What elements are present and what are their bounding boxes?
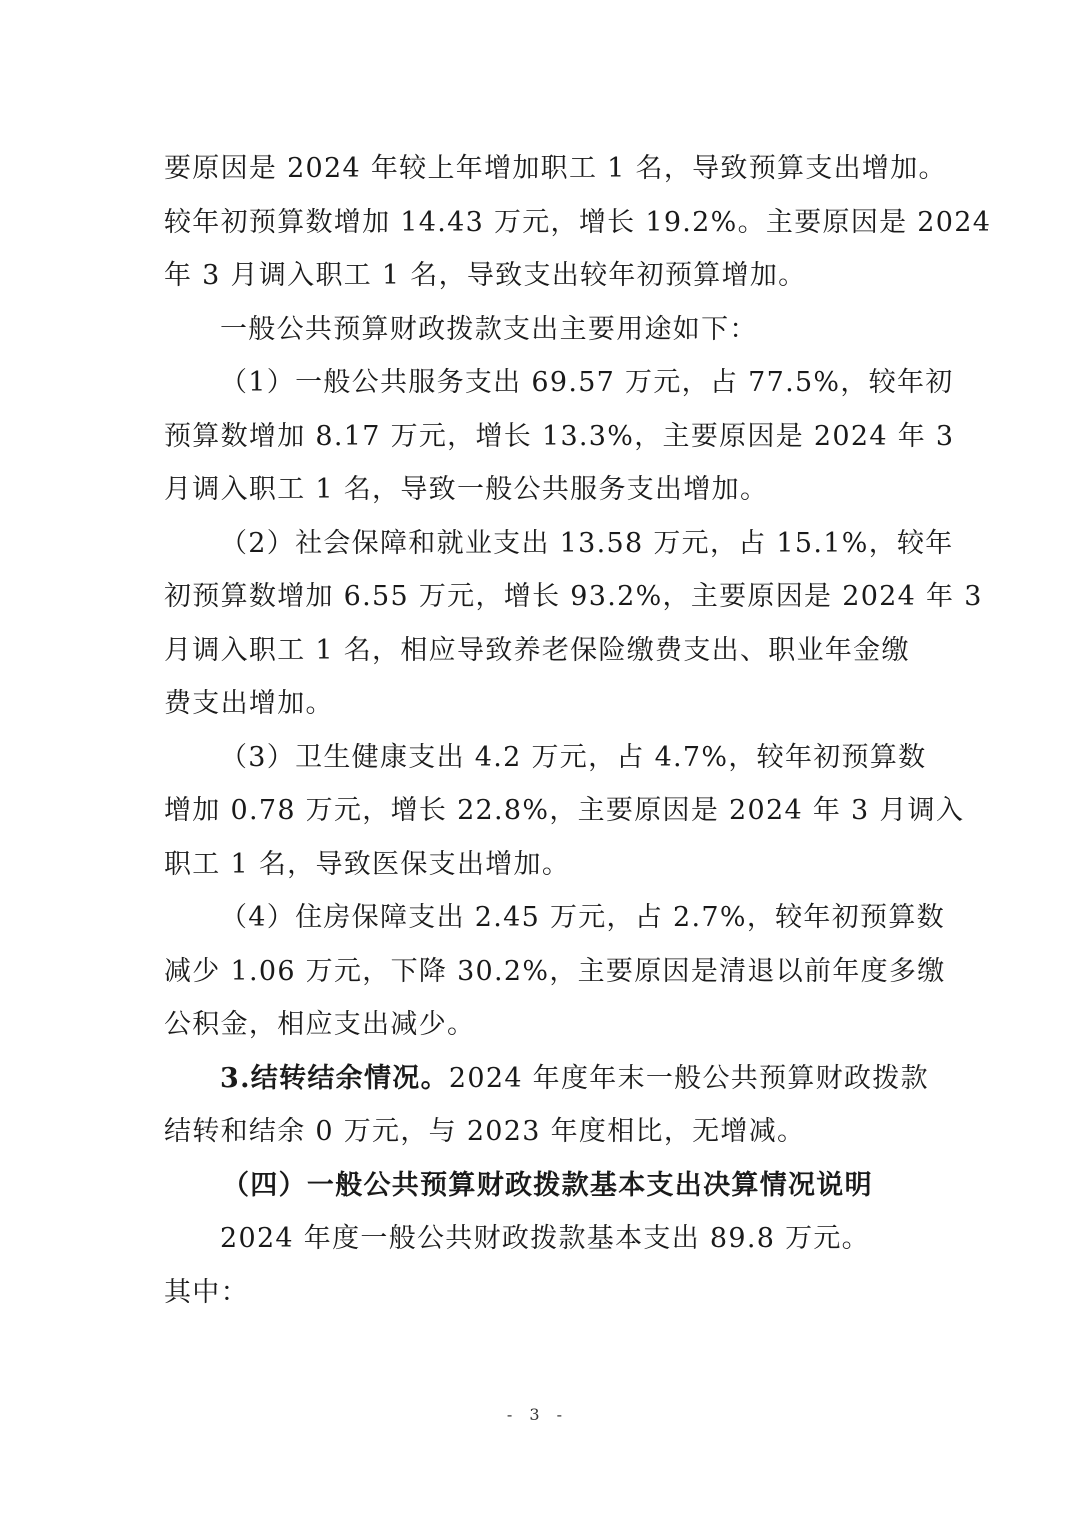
paragraph-budget-reason (164, 142, 992, 303)
text-line: 费支出增加。 (164, 688, 334, 719)
text-line: 增加 0.78 万元，增长 22.8%，主要原因是 2024 年 3 月调入 (164, 795, 965, 826)
paragraph-basic-expenditure (164, 1212, 912, 1319)
page-number: - 3 - (506, 1405, 569, 1424)
text-line: 较年初预算数增加 14.43 万元，增长 19.2%。主要原因是 2024 (164, 206, 992, 238)
text-line: 结转和结余 0 万元，与 2023 年度相比，无增减。 (164, 1116, 806, 1147)
text-line: 月调入职工 1 名，导致一般公共服务支出增加。 (164, 474, 769, 505)
paragraph-item-2 (164, 517, 983, 731)
text-line: 减少 1.06 万元，下降 30.2%，主要原因是清退以前年度多缴 (164, 955, 946, 987)
text-line: 2024 年度一般公共财政拨款基本支出 89.8 万元。 (220, 1223, 870, 1254)
paragraph-carryover (164, 1052, 929, 1159)
text-line: 公积金，相应支出减少。 (164, 1009, 476, 1040)
paragraph-item-3 (164, 731, 965, 892)
text-line (164, 1052, 929, 1106)
paragraph-item-1 (164, 356, 955, 517)
text-line: 要原因是 2024 年较上年增加职工 1 名，导致预算支出增加。 (164, 153, 947, 184)
carryover-text: 2024 年度年末一般公共预算财政拨款 (448, 1062, 929, 1094)
text-line: 年 3 月调入职工 1 名，导致支出较年初预算增加。 (164, 260, 807, 291)
text-line: 初预算数增加 6.55 万元，增长 93.2%，主要原因是 2024 年 3 (164, 581, 983, 612)
text-line: 一般公共预算财政拨款支出主要用途如下： (220, 313, 758, 345)
paragraph-usage-intro (164, 303, 912, 357)
text-line: 预算数增加 8.17 万元，增长 13.3%，主要原因是 2024 年 3 (164, 420, 955, 452)
paragraph-item-4 (164, 891, 946, 1052)
text-line: （4）住房保障支出 2.45 万元，占 2.7%，较年初预算数 (220, 902, 945, 933)
text-line: （2）社会保障和就业支出 13.58 万元，占 15.1%，较年 (220, 527, 954, 559)
document-body (164, 142, 992, 1319)
carryover-lead: 3.结转结余情况。 (220, 1062, 449, 1094)
text-line: 职工 1 名，导致医保支出增加。 (164, 848, 571, 880)
text-line: （1）一般公共服务支出 69.57 万元，占 77.5%，较年初 (220, 367, 954, 398)
section-heading: （四）一般公共预算财政拨款基本支出决算情况说明 (222, 1169, 873, 1201)
text-line: （3）卫生健康支出 4.2 万元，占 4.7%，较年初预算数 (220, 741, 927, 773)
text-line: 月调入职工 1 名，相应导致养老保险缴费支出、职业年金缴 (164, 634, 910, 666)
text-line: 其中： (164, 1276, 249, 1308)
